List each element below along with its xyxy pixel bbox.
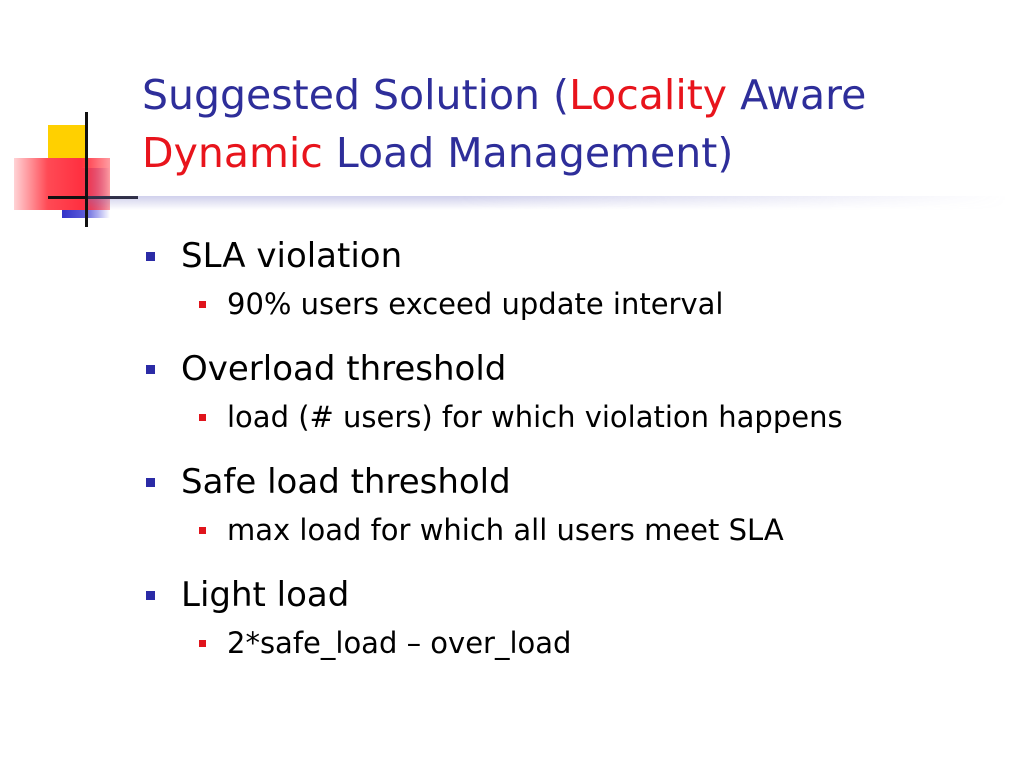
title-accent-locality: Locality [569, 71, 728, 119]
sub-bullet-text: load (# users) for which violation happens [227, 400, 843, 434]
bullet-item [142, 458, 1002, 511]
square-bullet-icon [146, 252, 155, 261]
bullet-list [142, 232, 1002, 684]
bullet-text: Safe load threshold [181, 462, 511, 502]
bullet-text: SLA violation [181, 236, 403, 276]
sub-bullet-text: 90% users exceed update interval [227, 287, 724, 321]
square-sub-bullet-icon [199, 301, 206, 308]
bullet-item [142, 232, 1002, 285]
bullet-item [142, 345, 1002, 398]
sub-bullet-item [142, 398, 1002, 458]
title-underline [88, 196, 1008, 210]
sub-bullet-text: max load for which all users meet SLA [227, 513, 784, 547]
slide-title [142, 66, 1002, 182]
square-bullet-icon [146, 478, 155, 487]
title-text-1: Suggested Solution ( [142, 71, 570, 119]
square-bullet-icon [146, 365, 155, 374]
bullet-item [142, 571, 1002, 624]
title-accent-dynamic: Dynamic [142, 129, 323, 177]
sub-bullet-item [142, 511, 1002, 571]
sub-bullet-item [142, 285, 1002, 345]
bullet-text: Light load [181, 575, 350, 615]
square-bullet-icon [146, 591, 155, 600]
sub-bullet-text: 2*safe_load – over_load [227, 626, 572, 660]
sub-bullet-item [142, 624, 1002, 684]
square-sub-bullet-icon [199, 527, 206, 534]
square-sub-bullet-icon [199, 414, 206, 421]
square-sub-bullet-icon [199, 640, 206, 647]
title-text-3: Load Management) [322, 129, 734, 177]
bullet-text: Overload threshold [181, 349, 507, 389]
title-text-2: Aware [727, 71, 867, 119]
